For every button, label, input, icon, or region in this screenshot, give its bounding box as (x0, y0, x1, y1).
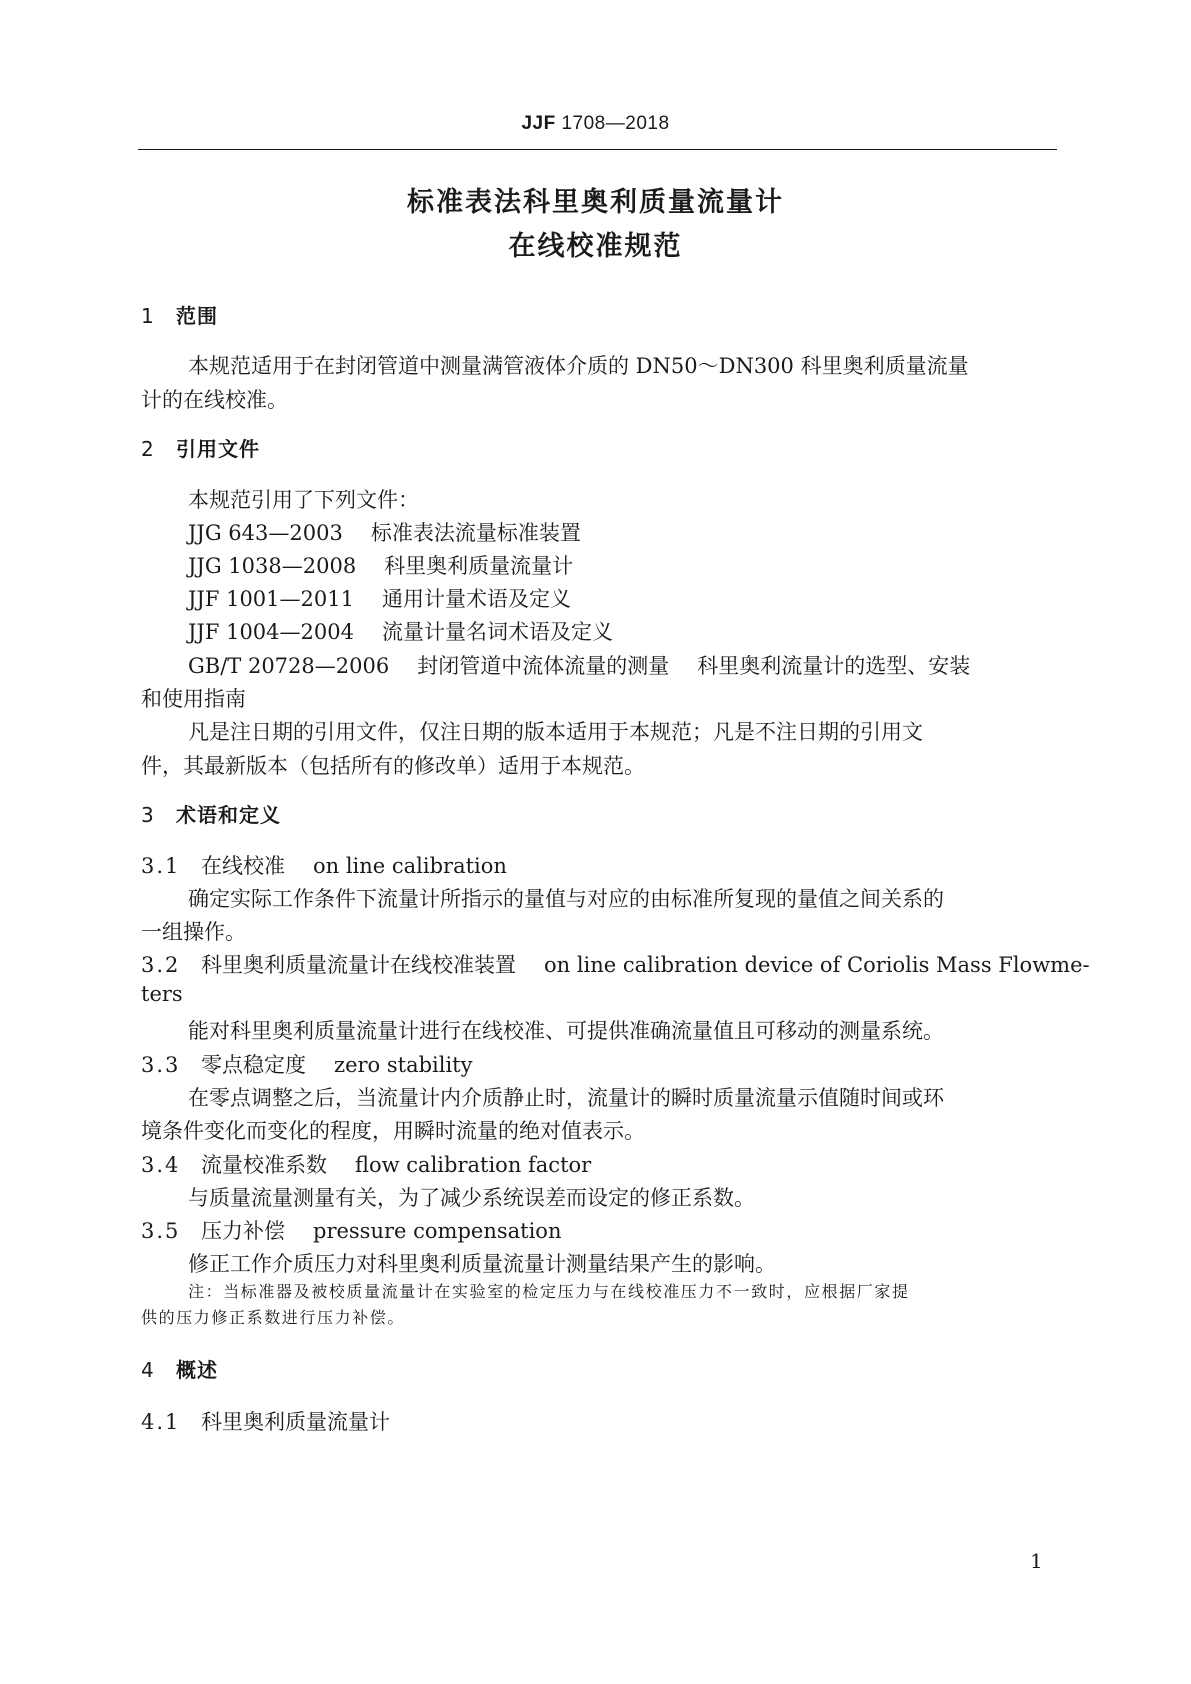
section-number: 2 (141, 437, 155, 461)
reference-item (188, 583, 571, 613)
section-number: 3 (141, 803, 155, 827)
header-rule (138, 149, 1057, 150)
term-number: 3.2 (141, 953, 181, 977)
paragraph-line: 本规范引用了下列文件： (188, 488, 419, 512)
section-title: 范围 (176, 304, 218, 328)
definition-line: 修正工作介质压力对科里奥利质量流量计测量结果产生的影响。 (188, 1252, 776, 1276)
term-cn: 在线校准 (201, 854, 285, 878)
reference-code: JJF 1004—2004 (188, 620, 354, 644)
paragraph-line: 凡是注日期的引用文件，仅注日期的版本适用于本规范；凡是不注日期的引用文 (188, 720, 923, 744)
reference-code: JJF 1001—2011 (188, 587, 354, 611)
term-cn: 科里奥利质量流量计 (201, 1410, 390, 1434)
term-3-5 (141, 1215, 561, 1245)
reference-item (188, 650, 970, 680)
paragraph-line: 件，其最新版本（包括所有的修改单）适用于本规范。 (141, 754, 645, 778)
section-2-heading (141, 433, 260, 462)
header-number: 1708—2018 (561, 113, 670, 134)
term-en: pressure compensation (313, 1219, 562, 1243)
reference-name: 通用计量术语及定义 (381, 587, 571, 611)
term-number: 3.4 (141, 1153, 181, 1177)
section-title: 术语和定义 (176, 803, 281, 827)
term-en: flow calibration factor (355, 1153, 592, 1177)
note-line: 注：当标准器及被校质量流量计在实验室的检定压力与在线校准压力不一致时，应根据厂家提 (188, 1282, 910, 1301)
term-3-1 (141, 850, 507, 880)
section-4-heading (141, 1354, 218, 1383)
term-en-continuation: ters (141, 982, 183, 1006)
doc-title-line2: 在线校准规范 (508, 231, 683, 262)
term-number: 4.1 (141, 1410, 181, 1434)
definition-line: 一组操作。 (141, 920, 246, 944)
reference-name-part2: 科里奥利流量计的选型、安装 (697, 654, 971, 678)
term-cn: 零点稳定度 (201, 1053, 306, 1077)
section-number: 4 (141, 1358, 155, 1382)
reference-name: 标准表法流量标准装置 (370, 521, 581, 545)
reference-name: 科里奥利质量流量计 (384, 554, 574, 578)
section-3-heading (141, 799, 281, 828)
term-3-4 (141, 1149, 591, 1179)
definition-line: 确定实际工作条件下流量计所指示的量值与对应的由标准所复现的量值之间关系的 (188, 887, 944, 911)
term-4-1 (141, 1406, 390, 1436)
term-number: 3.1 (141, 854, 181, 878)
term-en: on line calibration device of Coriolis Mass Flowme- (544, 953, 1090, 977)
term-number: 3.3 (141, 1053, 181, 1077)
definition-line: 与质量流量测量有关，为了减少系统误差而设定的修正系数。 (188, 1186, 755, 1210)
paragraph-line: 计的在线校准。 (141, 388, 288, 412)
definition-line: 境条件变化而变化的程度，用瞬时流量的绝对值表示。 (141, 1119, 645, 1143)
reference-continuation: 和使用指南 (141, 687, 246, 711)
reference-name: 流量计量名词术语及定义 (381, 620, 613, 644)
page-header (0, 113, 1191, 135)
page-number: 1 (1030, 1549, 1043, 1573)
term-en: on line calibration (313, 854, 507, 878)
note-line: 供的压力修正系数进行压力补偿。 (141, 1308, 406, 1327)
reference-item (188, 550, 573, 580)
term-3-2 (141, 949, 1090, 979)
term-3-3 (141, 1049, 472, 1079)
term-number: 3.5 (141, 1219, 181, 1243)
term-cn: 压力补偿 (201, 1219, 285, 1243)
definition-line: 在零点调整之后，当流量计内介质静止时，流量计的瞬时质量流量示值随时间或环 (188, 1086, 944, 1110)
reference-code: GB/T 20728—2006 (188, 654, 390, 678)
term-cn: 科里奥利质量流量计在线校准装置 (201, 953, 516, 977)
reference-code: JJG 1038—2008 (188, 554, 357, 578)
definition-line: 能对科里奥利质量流量计进行在线校准、可提供准确流量值且可移动的测量系统。 (188, 1019, 944, 1043)
paragraph-line: 本规范适用于在封闭管道中测量满管液体介质的 DN50～DN300 科里奥利质量流量 (188, 354, 969, 378)
section-number: 1 (141, 304, 155, 328)
reference-name: 封闭管道中流体流量的测量 (417, 654, 670, 678)
reference-code: JJG 643—2003 (188, 521, 343, 545)
doc-title-line1: 标准表法科里奥利质量流量计 (407, 187, 784, 218)
term-cn: 流量校准系数 (201, 1153, 327, 1177)
header-prefix: JJF (521, 113, 556, 134)
section-title: 引用文件 (176, 437, 260, 461)
term-en: zero stability (334, 1053, 473, 1077)
section-1-heading (141, 300, 218, 329)
reference-item (188, 517, 581, 547)
section-title: 概述 (176, 1358, 218, 1382)
reference-item (188, 616, 613, 646)
